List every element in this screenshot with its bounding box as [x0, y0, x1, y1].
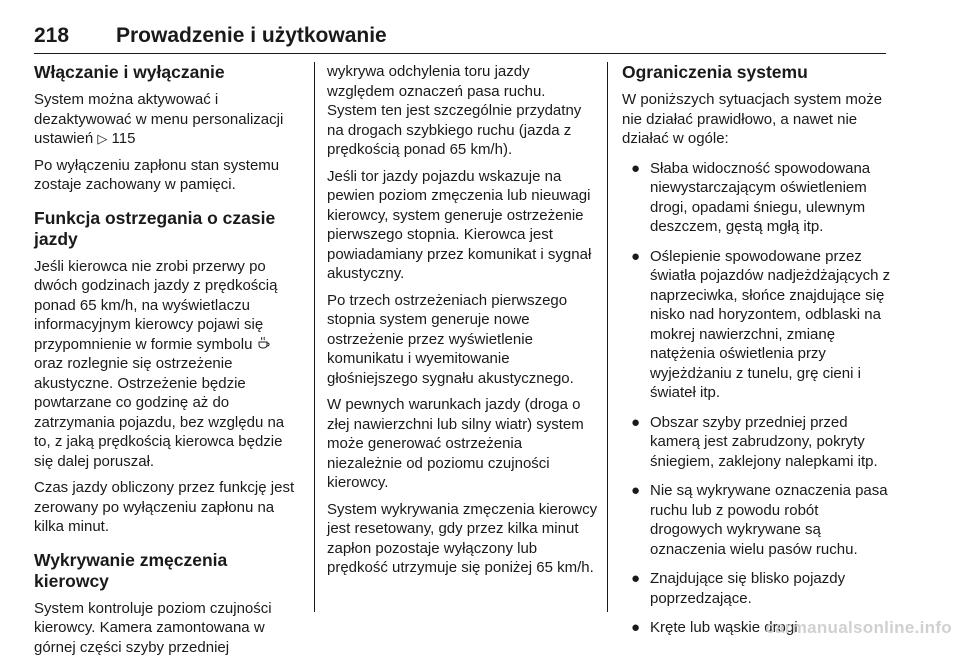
column-middle	[327, 62, 599, 585]
page-reference-arrow-icon: ▷	[97, 131, 108, 146]
section-heading: Ograniczenia systemu	[622, 62, 808, 82]
paragraph: System kontroluje poziom czujności kierowcy. Kamera zamontowana w górnej części szyby przedniej	[34, 599, 272, 656]
list-item	[622, 481, 892, 559]
paragraph: W pewnych warunkach jazdy (droga o złej nawierzchni lub silny wiatr) system może generować ostrzeżenia niezależnie od poziomu czujności kierowcy.	[327, 396, 584, 491]
paragraph	[34, 90, 302, 149]
paragraph: Po trzech ostrzeżeniach pierwszego stopnia system generuje nowe ostrzeżenie przez wyświetlenie komunikatu i wyemitowanie głośniejszego sygnału akustycznego.	[327, 291, 574, 387]
paragraph-text: Jeśli kierowca nie zrobi przerwy po dwóch godzinach jazdy z prędkością ponad 65 km/h, na wyświetlaczu informacyjnym kierowcy pojawi się przypomnienie w formie symbolu	[34, 257, 278, 353]
bullet-icon: ●	[631, 247, 641, 265]
page-number: 218	[34, 24, 70, 47]
bullet-icon: ●	[631, 413, 641, 431]
column-divider	[314, 62, 315, 612]
paragraph: Czas jazdy obliczony przez funkcję jest zerowany po wyłączeniu zapłonu na kilka minut.	[34, 479, 295, 535]
list-item	[622, 159, 892, 237]
list-item	[622, 413, 892, 472]
coffee-cup-icon	[257, 336, 270, 353]
column-divider	[607, 62, 608, 612]
section-heading: Funkcja ostrzegania o czasie jazdy	[34, 207, 276, 249]
limitations-list	[622, 159, 892, 638]
column-right	[622, 62, 892, 648]
list-item-text: Obszar szyby przedniej przed kamerą jest zabrudzony, pokryty śniegiem, zaklejony nalepkami itp.	[650, 413, 878, 470]
list-item-text: Oślepienie spowodowane przez światła pojazdów nadjeżdżających z naprzeciwka, słońce znajdujące się nisko nad horyzontem, odblaski na mokrej nawierzchni, zmianę natężenia oświetlenia przy wyjeżdżaniu z tunelu, grę cieni i świateł itp.	[650, 247, 891, 401]
watermark: carmanualsonline.info	[765, 618, 952, 637]
list-item-text: Nie są wykrywane oznaczenia pasa ruchu lub z powodu robót drogowych wykrywane są oznaczenia wielu pasów ruchu.	[650, 482, 888, 558]
paragraph: W poniższych sytuacjach system może nie działać prawidłowo, a nawet nie działać w ogóle:	[622, 91, 883, 147]
list-item-text: Słaba widoczność spowodowana niewystarczającym oświetleniem drogi, opadami śniegu, ulewnym deszczem, gęstą mgłą itp.	[650, 159, 871, 235]
page-reference-number[interactable]: 115	[111, 130, 136, 147]
section-heading: Wykrywanie zmęczenia kierowcy	[34, 549, 228, 591]
list-item	[622, 569, 892, 608]
bullet-icon: ●	[631, 482, 641, 499]
paragraph-text: System można aktywować i dezaktywować w menu personalizacji ustawień	[34, 91, 284, 147]
list-item	[622, 247, 892, 403]
running-title: Prowadzenie i użytkowanie	[116, 24, 387, 47]
list-item-text: Kręte lub wąskie drogi.	[650, 619, 802, 636]
paragraph-text: oraz rozlegnie się ostrzeżenie akustyczne. Ostrzeżenie będzie powtarzane co godzinę aż do zatrzymania pojazdu, bez względu na to, z jaką prędkością kierowca będzie się dalej poruszał.	[34, 355, 285, 470]
bullet-icon: ●	[631, 570, 641, 587]
paragraph: Po wyłączeniu zapłonu stan systemu zostaje zachowany w pamięci.	[34, 156, 280, 193]
bullet-icon: ●	[631, 619, 641, 636]
section-heading: Włączanie i wyłączanie	[34, 62, 225, 82]
list-item-text: Znajdujące się blisko pojazdy poprzedzające.	[650, 570, 846, 607]
paragraph	[34, 257, 302, 472]
paragraph: System wykrywania zmęczenia kierowcy jest resetowany, gdy przez kilka minut zapłon pozostaje wyłączony lub prędkość utrzymuje się poniżej 65 km/h.	[327, 500, 598, 576]
page-header	[34, 22, 886, 54]
paragraph: wykrywa odchylenia toru jazdy względem oznaczeń pasa ruchu. System ten jest szczególnie przydatny na drogach szybkiego ruchu (jazda z prędkością ponad 65 km/h).	[327, 63, 582, 158]
bullet-icon: ●	[631, 159, 641, 177]
column-left	[34, 62, 302, 664]
paragraph: Jeśli tor jazdy pojazdu wskazuje na pewien poziom zmęczenia lub nieuwagi kierowcy, system generuje ostrzeżenie pierwszego stopnia. Kierowca jest powiadamiany przez komunikat i sygnał akustyczny.	[327, 167, 592, 282]
